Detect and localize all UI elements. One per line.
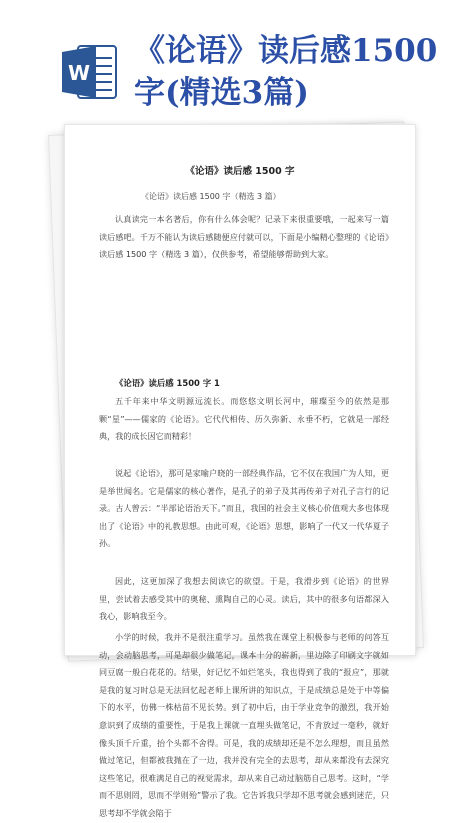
banner-title: 《论语》读后感1500字(精选3篇)	[134, 33, 438, 111]
section-heading: 《论语》读后感 1500 字 1	[115, 378, 220, 388]
body-paragraph: 小学的时候，我并不是很注重学习。虽然我在课堂上积极参与老师的问答互动，会动脑思考，可是却很少做笔记，课本十分的崭新，里边除了印刷文字就如同豆腐一般白花花的。结果，好记忆不如烂笔头，我也得到了我的“报应”，那就是我的复习时总是无法回忆起老师上课所讲的知识点，于是成绩总是处于中等偏下的水平，仿佛一株枯苗不见长势。到了初中后，由于学业竞争的激烈，我开始意识到了成绩的重要性，于是我上课就一直埋头做笔记，不肯放过一毫秒，就好像头顶千斤重，抬个头都不舍得。可是，我的成绩却还是不怎么理想，而且虽然做过笔记，但都被我抛在了一边，我并没有完全的去思考，却从来都没有去深究这些笔记，很难满足自己的视觉需求，却从来自己动过脑筋自己思考。这时，“学而不思则罔，思而不学则殆”警示了我。它告诉我只学却不思考就会感到迷茫，只思考却不学就会陷于	[99, 632, 389, 818]
body-paragraph: 因此，这更加深了我想去阅读它的欲望。于是，我滑步到《论语》的世界里，尝试着去感受其中的奥秘、熏陶自己的心灵。读后，其中的很多句语都深入我心，影响我至今。	[99, 576, 389, 622]
intro-paragraph: 认真读完一本名著后，你有什么体会呢？记录下来很重要哦，一起来写一篇读后感吧。千万不能认为读后感随便应付就可以，下面是小编精心整理的《论语》读后感 1500 字（精选 3 篇），仅供参考，希望能够帮助到大家。	[99, 214, 389, 260]
document-title: 《论语》读后感 1500 字	[185, 166, 295, 177]
svg-text:W: W	[67, 61, 91, 85]
document-subtitle: 《论语》读后感 1500 字（精选 3 篇）	[141, 192, 281, 201]
body-paragraph: 五千年来中华文明源远流长。而悠悠文明长河中，璀璨至今的依然是那颗“星”——儒家的《论语》。它代代相传、历久弥新、永垂不朽，它就是一部经典，我的成长因它而精彩！	[99, 396, 389, 442]
document-page	[64, 124, 416, 818]
body-paragraph: 说起《论语》，那可是家喻户晓的一部经典作品，它不仅在我国广为人知，更是举世闻名。它是儒家的核心著作，是孔子的弟子及其再传弟子对孔子言行的记录。古人曾云：“半部论语治天下。”而且，我国的社会主义核心价值观大多也体现出了《论语》中的礼教思想。由此可观，《论语》思想，影响了一代又一代华夏子孙。	[99, 468, 389, 549]
word-document-icon	[62, 42, 118, 102]
